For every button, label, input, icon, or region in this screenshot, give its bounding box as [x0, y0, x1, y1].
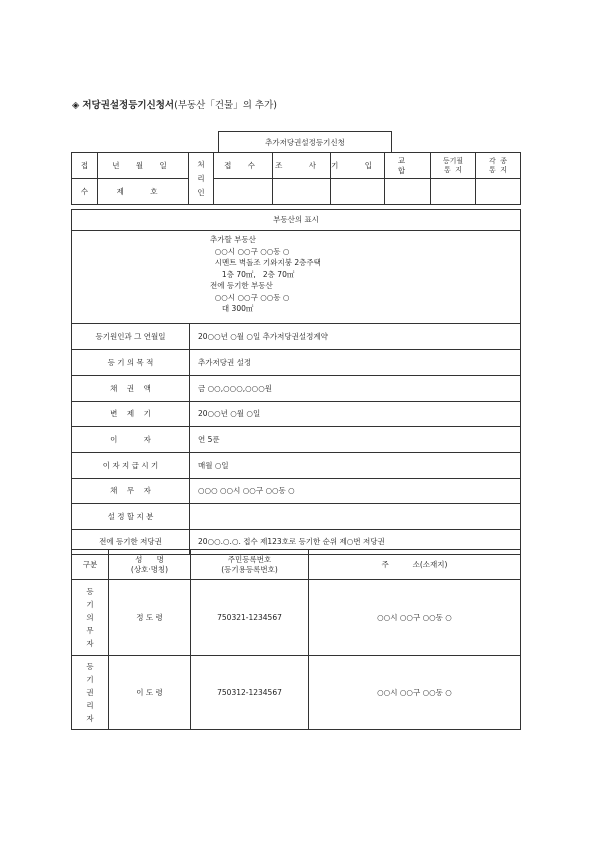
property-line: 1층 70㎡, 2층 70㎡	[210, 269, 295, 279]
field-value-due-date[interactable]: 20○○년 ○월 ○일	[190, 402, 521, 427]
page-title	[72, 97, 277, 111]
property-description	[72, 231, 521, 324]
reception-label-2: 수	[72, 179, 98, 205]
field-value-cause[interactable]: 20○○년 ○월 ○일 추가저당권설정계약	[190, 324, 521, 350]
party-category-obligor: 등 기 의 무 자	[72, 580, 109, 656]
col-inspection: 조 사	[273, 153, 331, 179]
party-name-obligor[interactable]: 정 도 령	[109, 580, 191, 656]
field-label-due-date: 변 제 기	[72, 402, 190, 427]
cell-inspection[interactable]	[273, 179, 331, 205]
cell-completion-notice[interactable]	[431, 179, 476, 205]
field-value-debtor[interactable]: ○○○ ○○시 ○○구 ○○동 ○	[190, 479, 521, 504]
col-entry: 기 입	[331, 153, 385, 179]
field-label-claim-amount: 채 권 액	[72, 376, 190, 402]
property-table	[71, 209, 521, 555]
col-various-notice: 각 종 통 지	[476, 153, 521, 179]
field-label-cause: 등기원인과 그 연월일	[72, 324, 190, 350]
col-completion-notice: 등기필 통 지	[431, 153, 476, 179]
property-line: 대 300㎡	[210, 304, 254, 313]
property-line: ○○시 ○○구 ○○동 ○	[210, 292, 290, 302]
cell-reception[interactable]	[214, 179, 273, 205]
property-line: ○○시 ○○구 ○○동 ○	[210, 246, 290, 256]
cell-entry[interactable]	[331, 179, 385, 205]
parties-table	[71, 549, 521, 730]
field-label-purpose: 등 기 의 목 적	[72, 350, 190, 376]
field-label-share: 설 정 할 지 분	[72, 504, 190, 530]
party-address-obligee[interactable]: ○○시 ○○구 ○○동 ○	[309, 656, 521, 730]
reception-date: 년 월 일	[98, 153, 189, 179]
register-header: 추가저당권설정등기신청	[218, 131, 392, 152]
cell-collation[interactable]	[385, 179, 431, 205]
bullet-icon: ◈	[72, 100, 80, 111]
field-value-interest-payment[interactable]: 매월 ○일	[190, 453, 521, 479]
processor-label: 처 리 인	[189, 153, 214, 205]
party-name-obligee[interactable]: 이 도 령	[109, 656, 191, 730]
reception-table	[71, 152, 521, 205]
party-address-obligor[interactable]: ○○시 ○○구 ○○동 ○	[309, 580, 521, 656]
field-value-purpose[interactable]: 추가저당권 설정	[190, 350, 521, 376]
field-value-interest[interactable]: 연 5푼	[190, 427, 521, 453]
field-value-share[interactable]	[190, 504, 521, 530]
reception-number: 제 호	[98, 179, 189, 205]
field-value-claim-amount[interactable]: 금 ○○,○○○,○○○원	[190, 376, 521, 402]
field-label-prior-mortgage: 전에 등기한 저당권	[72, 530, 190, 555]
form-subtitle: (부동산「건물」의 추가)	[174, 100, 277, 111]
property-line: 시멘트 벽돌조 기와지붕 2층주택	[210, 258, 321, 267]
field-label-interest: 이 자	[72, 427, 190, 453]
col-reception: 접 수	[214, 153, 273, 179]
property-header: 부동산의 표시	[72, 210, 521, 231]
col-collation: 교 합	[385, 153, 431, 179]
cell-various-notice[interactable]	[476, 179, 521, 205]
form-title: 저당권설정등기신청서	[82, 100, 175, 111]
field-label-debtor: 채 무 자	[72, 479, 190, 504]
property-line: 추가할 부동산	[210, 235, 256, 244]
party-id-obligor[interactable]: 750321-1234567	[191, 580, 309, 656]
reception-label: 접	[72, 153, 98, 179]
property-line: 전에 등기한 부동산	[210, 281, 273, 290]
party-id-obligee[interactable]: 750312-1234567	[191, 656, 309, 730]
field-value-prior-mortgage[interactable]: 20○○.○.○. 접수 제123호로 등기한 순위 제○번 저당권	[190, 530, 521, 555]
party-category-obligee: 등 기 권 리 자	[72, 656, 109, 730]
header-address: 주 소(소재지)	[309, 550, 521, 580]
header-id: 주민등록번호 (등기용등록번호)	[191, 550, 309, 580]
header-category: 구분	[72, 550, 109, 580]
header-name: 성 명 (상호·명칭)	[109, 550, 191, 580]
field-label-interest-payment: 이 자 지 급 시 기	[72, 453, 190, 479]
